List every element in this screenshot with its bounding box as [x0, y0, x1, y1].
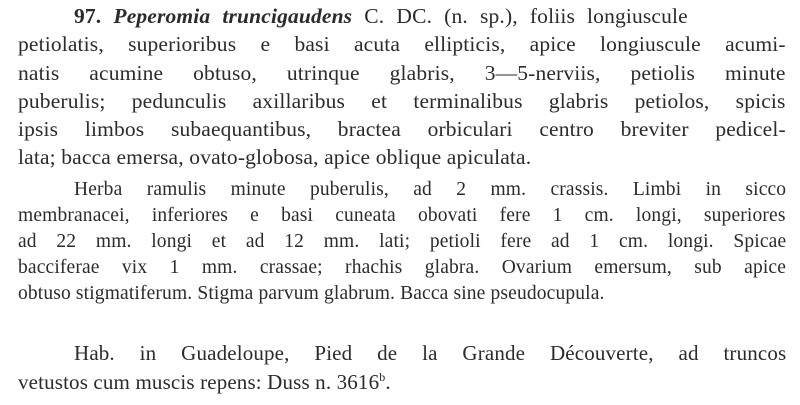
diagnosis-line	[74, 4, 688, 29]
habitat-line	[18, 370, 391, 395]
description-line: bacciferae vix 1 mm. crassae; rhachis glabra. Ovarium emersum, sub apice	[18, 257, 787, 278]
habitat-end: .	[385, 370, 391, 394]
habitat-line: Hab. in Guadeloupe, Pied de la Grande Découverte, ad truncos	[74, 341, 787, 365]
description-line: membranacei, inferiores e basi cuneata obovati fere 1 cm. longi, superiores	[18, 205, 786, 226]
diagnosis-line: puberulis; pedunculis axillaribus et terminalibus glabris petiolos, spicis	[18, 89, 786, 113]
diagnosis-line: lata; bacca emersa, ovato-globosa, apice oblique apiculata.	[18, 145, 532, 169]
diagnosis-line: ipsis limbos subaequantibus, bractea orbiculari centro breviter pedicel-	[18, 117, 786, 141]
diagnosis-line: petiolatis, superioribus e basi acuta ellipticis, apice longiuscule acumi-	[18, 32, 786, 56]
habitat-text: vetustos cum muscis repens: Duss n. 3616	[18, 370, 380, 394]
description-line: obtuso stigmatiferum. Stigma parvum glabrum. Bacca sine pseudocupula.	[18, 283, 605, 304]
diagnosis-line: natis acumine obtuso, utrinque glabris, 3—5-nerviis, petiolis minute	[18, 61, 786, 85]
description-line: ad 22 mm. longi et ad 12 mm. lati; petioli fere ad 1 cm. longi. Spicae	[18, 231, 787, 252]
species-name: Peperomia truncigaudens	[113, 4, 353, 28]
specimen-superscript: b	[379, 370, 386, 384]
description-line: Herba ramulis minute puberulis, ad 2 mm. crassis. Limbi in sicco	[74, 179, 787, 200]
diagnosis-text: C. DC. (n. sp.), foliis longiuscule	[352, 4, 688, 28]
entry-number: 97.	[74, 4, 102, 28]
